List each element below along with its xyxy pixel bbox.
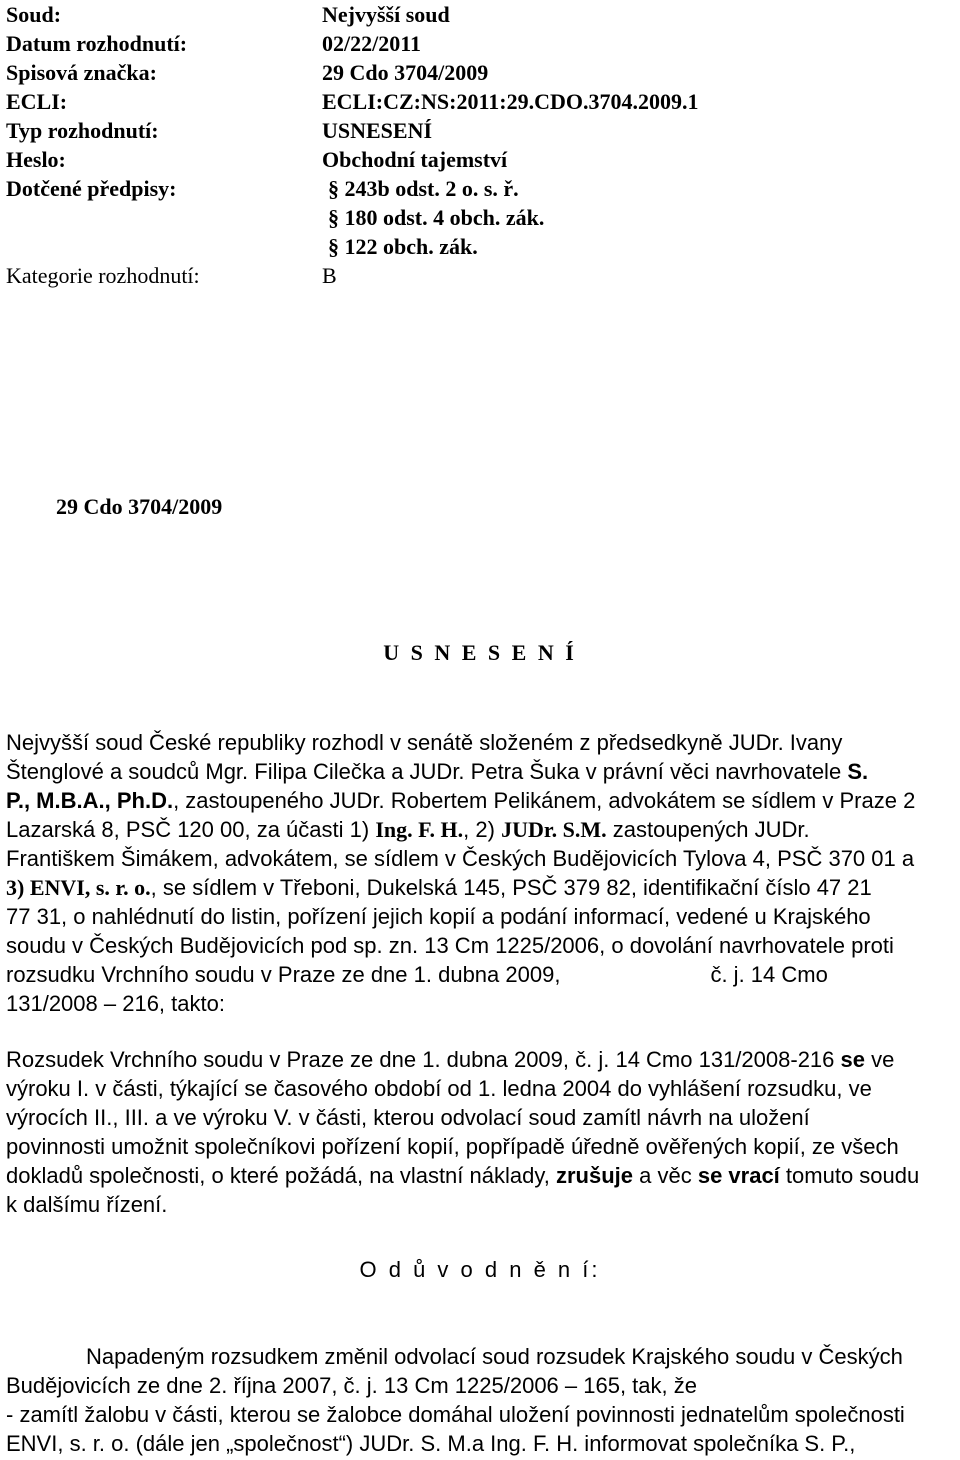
text-line [6, 815, 956, 844]
text-run: Lazarská 8, PSČ 120 00, za účasti 1) [6, 817, 370, 842]
text-line: - zamítl žalobu v části, kterou se žalobce domáhal uložení povinnosti jednatelům společnosti [6, 1402, 905, 1427]
paragraph-intro [6, 728, 956, 1018]
text-run: Štenglové a soudců Mgr. Filipa Cilečka a JUDr. Petra Šuka v právní věci navrhovatele [6, 759, 842, 784]
meta-label: Typ rozhodnutí: [6, 118, 159, 143]
meta-value: Obchodní tajemství [322, 147, 508, 172]
text-line: výrocích II., III. a ve výroku V. v části, kterou odvolací soud zamítl návrh na uložení [6, 1105, 810, 1130]
text-line: výroku I. v části, týkající se časového období od 1. ledna 2004 do vyhlášení rozsudku, ve [6, 1076, 872, 1101]
section-sign-icon: § [328, 176, 339, 201]
text-run: rozsudku Vrchního soudu v Praze ze dne 1. dubna 2009, [6, 962, 561, 987]
paragraph-reasoning [6, 1342, 956, 1458]
regulation-item: 243b odst. 2 o. s. ř. [344, 176, 519, 201]
section-sign-icon: § [328, 205, 339, 230]
text-line [6, 757, 956, 786]
text-line: Nejvyšší soud České republiky rozhodl v senátě složeném z předsedkyně JUDr. Ivany [6, 730, 843, 755]
text-run: a věc [639, 1163, 692, 1188]
doc-number: 29 Cdo 3704/2009 [56, 494, 223, 519]
meta-value [328, 203, 544, 232]
text-run: , zastoupeného JUDr. Robertem Pelikánem, advokátem se sídlem v Praze 2 [173, 788, 916, 813]
text-run: tomuto soudu [785, 1163, 920, 1188]
text-run: č. j. 14 Cmo [710, 962, 828, 987]
meta-value: USNESENÍ [322, 118, 433, 143]
text-line: 77 31, o nahlédnutí do listin, pořízení jejich kopií a podání informací, vedené u Krajského [6, 904, 871, 929]
text-line: Františkem Šimákem, advokátem, se sídlem v Českých Budějovicích Tylova 4, PSČ 370 01 a [6, 846, 915, 871]
paragraph-verdict [6, 1045, 956, 1219]
regulation-item: 180 odst. 4 obch. zák. [344, 205, 545, 230]
text-line [6, 873, 956, 902]
party-name: 3) ENVI, s. r. o. [6, 875, 151, 900]
meta-label: Soud: [6, 2, 62, 27]
meta-value [328, 232, 478, 261]
reasoning-heading: O d ů v o d n ě n í: [359, 1257, 601, 1282]
text-line: 131/2008 – 216, takto: [6, 991, 225, 1016]
party-name: JUDr. S.M. [501, 817, 607, 842]
meta-value: Nejvyšší soud [322, 2, 450, 27]
section-sign-icon: § [328, 234, 339, 259]
decision-heading: U S N E S E N Í [383, 640, 577, 665]
text-line: povinnosti umožnit společníkovi pořízení kopií, popřípadě úředně ověřených kopií, ze všech [6, 1134, 899, 1159]
meta-label: Heslo: [6, 147, 66, 172]
emphasis: se vrací [697, 1163, 780, 1188]
text-run: ve [871, 1047, 895, 1072]
text-run: Rozsudek Vrchního soudu v Praze ze dne 1. dubna 2009, č. j. 14 Cmo 131/2008-216 [6, 1047, 835, 1072]
text-line: ENVI, s. r. o. (dále jen „společnost“) JUDr. S. M.a Ing. F. H. informovat společníka S. P., [6, 1431, 856, 1456]
text-line [6, 1045, 956, 1074]
text-run: zastoupených JUDr. [612, 817, 810, 842]
meta-value: ECLI:CZ:NS:2011:29.CDO.3704.2009.1 [322, 89, 699, 114]
meta-label: Kategorie rozhodnutí: [6, 263, 200, 288]
meta-label: ECLI: [6, 89, 68, 114]
text-line: Budějovicích ze dne 2. října 2007, č. j. 13 Cm 1225/2006 – 165, tak, že [6, 1373, 697, 1398]
text-run: , se sídlem v Třeboni, Dukelská 145, PSČ 379 82, identifikační číslo 47 21 [150, 875, 872, 900]
text-run: dokladů společnosti, o které požádá, na vlastní náklady, [6, 1163, 550, 1188]
emphasis: zrušuje [555, 1163, 633, 1188]
text-run: , 2) [463, 817, 495, 842]
meta-label: Dotčené předpisy: [6, 176, 177, 201]
meta-value [328, 174, 519, 203]
meta-label: Spisová značka: [6, 60, 157, 85]
meta-value: 29 Cdo 3704/2009 [322, 60, 489, 85]
meta-value: B [322, 263, 337, 288]
text-line: k dalšímu řízení. [6, 1192, 168, 1217]
meta-value: 02/22/2011 [322, 31, 422, 56]
regulation-item: 122 obch. zák. [344, 234, 478, 259]
text-line [6, 960, 956, 989]
meta-label: Datum rozhodnutí: [6, 31, 188, 56]
party-name: S. [847, 759, 869, 784]
text-line: soudu v Českých Budějovicích pod sp. zn. 13 Cm 1225/2006, o dovolání navrhovatele proti [6, 933, 894, 958]
emphasis: se [840, 1047, 866, 1072]
party-name: P., M.B.A., Ph.D. [6, 788, 174, 813]
party-name: Ing. F. H. [375, 817, 464, 842]
text-line [6, 786, 956, 815]
text-line: Napadeným rozsudkem změnil odvolací soud rozsudek Krajského soudu v Českých [86, 1344, 903, 1369]
text-line [6, 1161, 956, 1190]
